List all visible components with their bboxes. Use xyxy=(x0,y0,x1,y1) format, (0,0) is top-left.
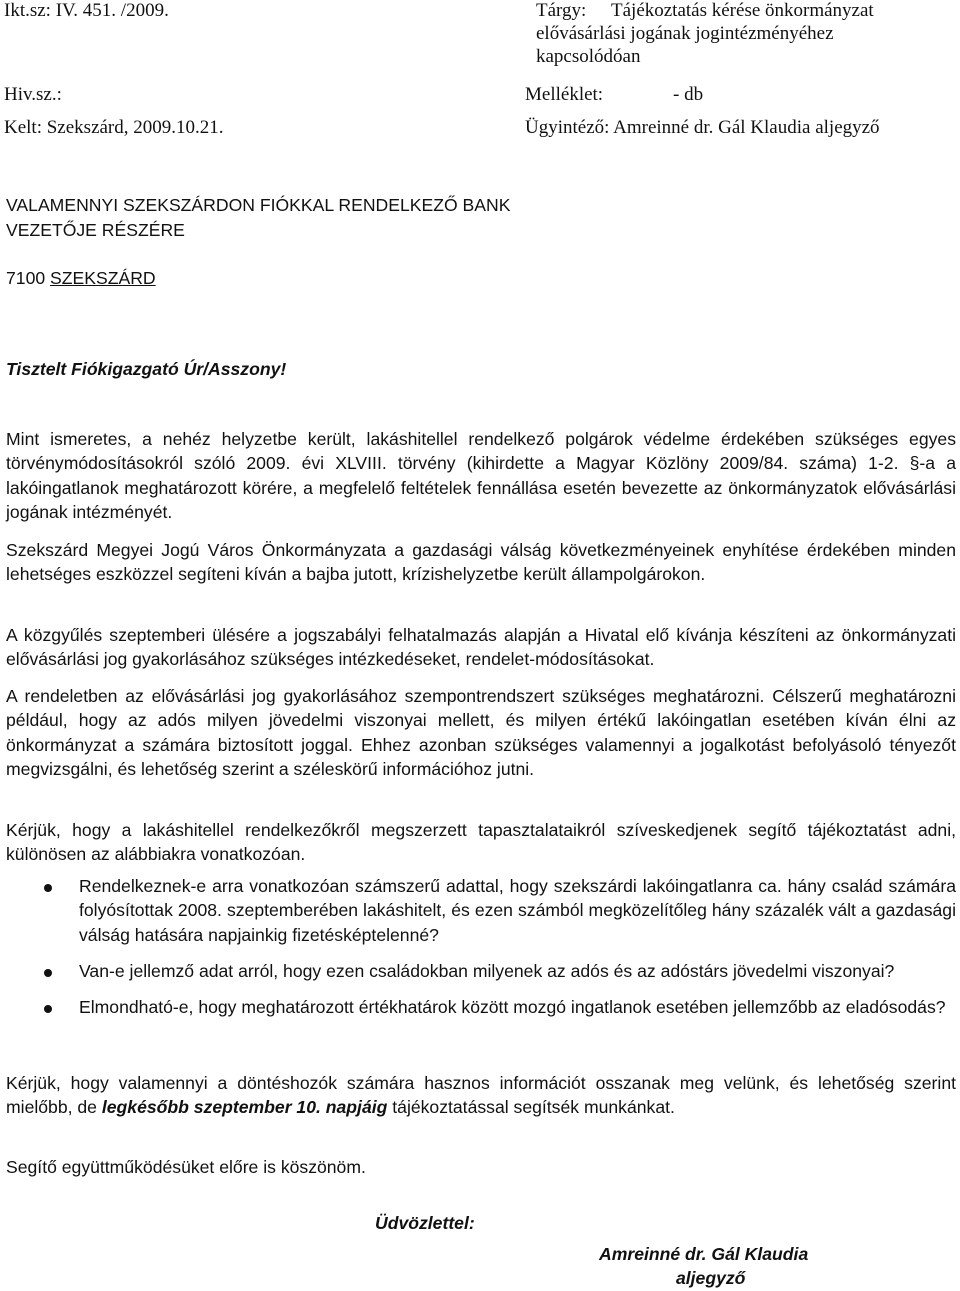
subject-line-2: elővásárlási jogának jogintézményéhez xyxy=(536,23,834,44)
paragraph-4 xyxy=(6,684,956,782)
signer-name: Amreinné dr. Gál Klaudia xyxy=(599,1244,809,1264)
salutation: Tisztelt Fiókigazgató Úr/Asszony! xyxy=(6,359,287,379)
city-name: SZEKSZÁRD xyxy=(50,268,156,288)
addressee-city xyxy=(6,266,156,290)
postal-code: 7100 xyxy=(6,268,46,288)
greeting: Üdvözlettel: xyxy=(375,1213,475,1233)
attachment-value: - db xyxy=(673,84,704,105)
paragraph-1 xyxy=(6,427,956,525)
addressee-line-1: VALAMENNYI SZEKSZÁRDON FIÓKKAL RENDELKEZŐ BANK xyxy=(6,195,511,215)
question-list xyxy=(6,874,956,1019)
list-item-text: Van-e jellemző adat arról, hogy ezen családokban milyenek az adós és az adóstárs jövedelmi viszonyai? xyxy=(79,961,895,982)
paragraph-6 xyxy=(6,1071,956,1120)
subject-line-1: Tájékoztatás kérése önkormányzat xyxy=(611,0,874,21)
paragraph-7-text: Segítő együttműködésüket előre is köszönöm. xyxy=(6,1157,366,1177)
list-item-text: Rendelkeznek-e arra vonatkozóan számszerű adattal, hogy szekszárdi lakóingatlanra ca. hány család számára folyósítottak 2008. szeptemberében lakáshitelt, és ezen számból megközelítőleg hány százalék vált a gazdasági válság hatására napjainkig fizetésképtelenné? xyxy=(79,876,956,945)
paragraph-6-end: tájékoztatással segítsék munkánkat. xyxy=(392,1097,675,1118)
paragraph-4-text: A rendeletben az elővásárlási jog gyakorlásához szempontrendszert szükséges meghatározni. Célszerű meghatározni például, hogy az adós milyen jövedelmi viszonyai mellett, és milyen értékű lakóingatlan esetében kíván élni az önkormányzat a számára biztosított joggal. Ehhez azonban szükséges valamennyi a jogalkotást befolyásoló tényezőt megvizsgálni, és lehetőség szerint a széleskörű információhoz jutni. xyxy=(6,686,956,780)
list-item-text: Elmondható-e, hogy meghatározott értékhatárok között mozgó ingatlanok esetében jellemzőbb az eladósodás? xyxy=(79,996,946,1017)
list-item xyxy=(6,995,956,1019)
bullet-icon xyxy=(44,969,52,977)
date-place: Kelt: Szekszárd, 2009.10.21. xyxy=(4,117,224,138)
list-item xyxy=(6,874,956,947)
paragraph-5 xyxy=(6,818,956,867)
bullet-icon xyxy=(44,884,52,892)
case-handler: Ügyintéző: Amreinné dr. Gál Klaudia aljegyző xyxy=(525,117,880,138)
paragraph-6-start: Kérjük, hogy valamennyi a döntéshozók számára hasznos információt osszanak meg velünk, és lehetőség szerint mielőbb, de xyxy=(6,1073,956,1118)
addressee-line-2: VEZETŐJE RÉSZÉRE xyxy=(6,220,185,240)
paragraph-2-text: Szekszárd Megyei Jogú Város Önkormányzata a gazdasági válság következményeinek enyhítése érdekében minden lehetséges eszközzel segíteni kíván a bajba jutott, krízishelyzetbe került állampolgárokon. xyxy=(6,540,956,585)
bullet-icon xyxy=(44,1005,52,1013)
paragraph-3 xyxy=(6,623,956,672)
paragraph-6-text xyxy=(6,1071,956,1120)
attachment-label: Melléklet: xyxy=(525,84,604,105)
list-item xyxy=(6,959,956,983)
subject-line-3: kapcsolódóan xyxy=(536,46,641,67)
subject-label: Tárgy: xyxy=(536,0,587,21)
paragraph-5-text: Kérjük, hogy a lakáshitellel rendelkezőkről megszerzett tapasztalataikról szíveskedjenek segítő tájékoztatást adni, különösen az alábbiakra vonatkozóan. xyxy=(6,820,956,865)
paragraph-7 xyxy=(6,1155,956,1179)
signer-title: aljegyző xyxy=(676,1268,746,1288)
deadline: legkésőbb szeptember 10. napjáig xyxy=(101,1097,388,1118)
paragraph-1-text: Mint ismeretes, a nehéz helyzetbe került, lakáshitellel rendelkező polgárok védelme érdekében szükséges egyes törvénymódosításokról szóló 2009. évi XLVIII. törvény (kihirdette a Magyar Közlöny 2009/84. száma) 1-2. §-a a lakóingatlanok meghatározott körére, a megfelelő feltételek fennállása esetén bevezette az önkormányzatok elővásárlási jogának intézményét. xyxy=(6,429,956,523)
registration-number: Ikt.sz: IV. 451. /2009. xyxy=(4,0,169,21)
paragraph-2 xyxy=(6,538,956,587)
paragraph-3-text: A közgyűlés szeptemberi ülésére a jogszabályi felhatalmazás alapján a Hivatal elő kívánja készíteni az önkormányzati elővásárlási jog gyakorlásához szükséges intézkedéseket, rendelet-módosításokat. xyxy=(6,625,956,670)
reference-number: Hiv.sz.: xyxy=(4,84,62,105)
